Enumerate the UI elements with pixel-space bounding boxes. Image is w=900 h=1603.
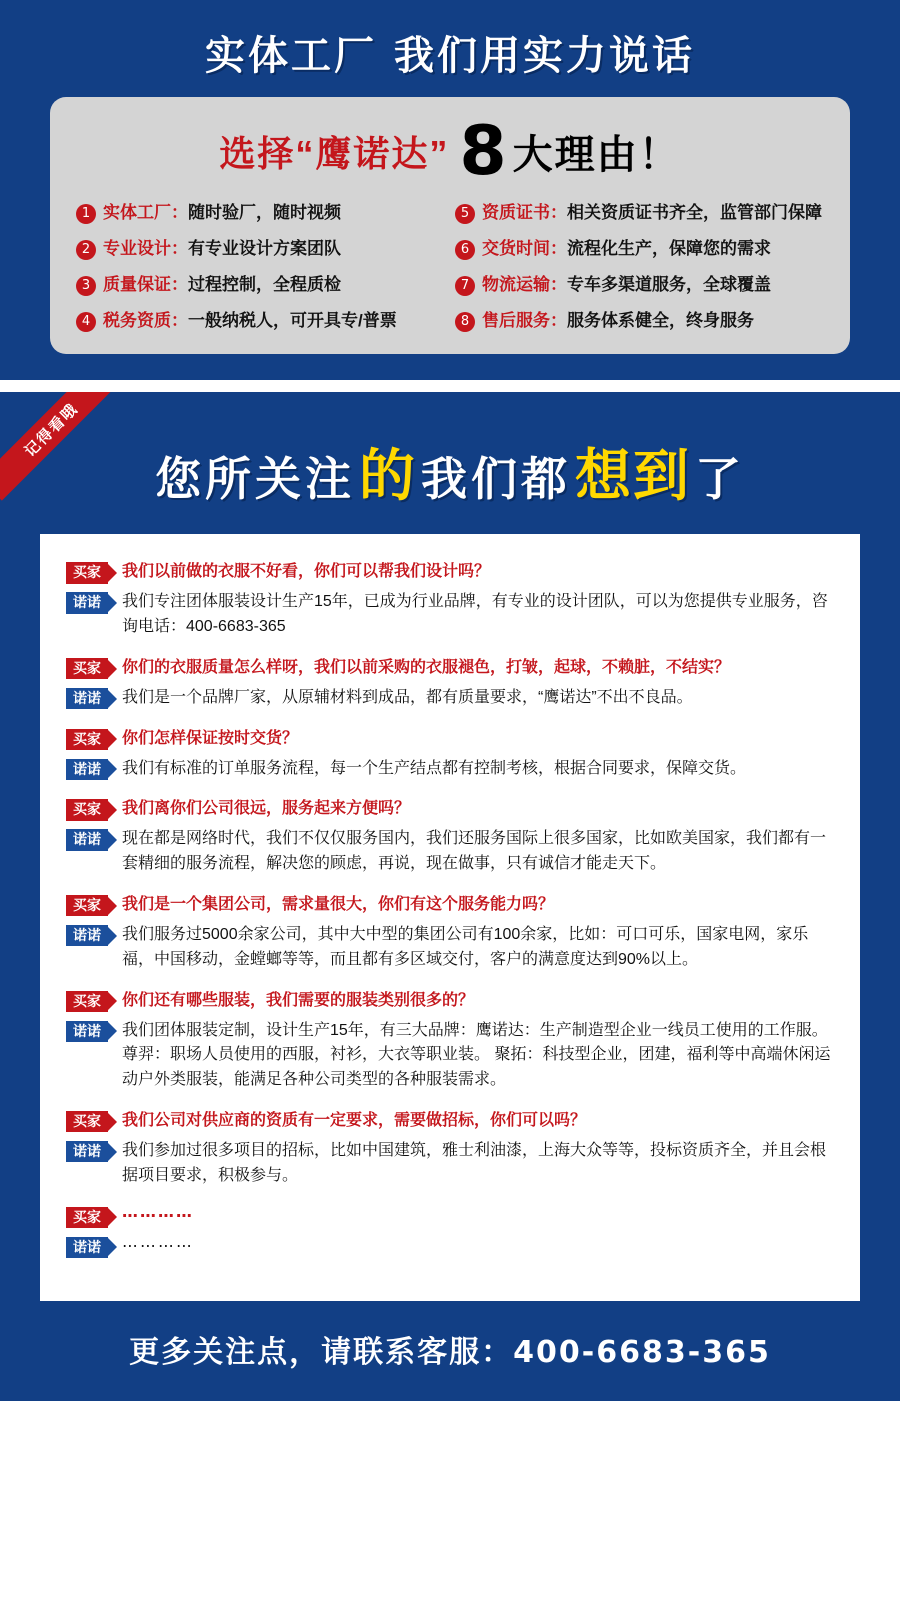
reason-value: 随时验厂，随时视频 <box>188 203 341 223</box>
question-text: 我们是一个集团公司，需求量很大，你们有这个服务能力吗？ <box>122 895 555 913</box>
buyer-tag: 买家 <box>66 658 108 680</box>
headline-number: 8 <box>459 112 507 191</box>
buyer-tag: 买家 <box>66 1111 108 1133</box>
reason-key: 售后服务： <box>482 311 567 331</box>
buyer-tag: 买家 <box>66 1207 108 1229</box>
reason-value: 有专业设计方案团队 <box>188 239 341 259</box>
reply-tag: 诺诺 <box>66 1021 108 1043</box>
answer-text: 我们服务过5000余家公司，其中大中型的集团公司有100余家，比如：可口可乐，国家电网，家乐福，中国移动，金螳螂等等，而且都有多区域交付，客户的满意度达到90%以上。 <box>122 925 809 968</box>
answer-line <box>66 757 834 782</box>
reply-tag: 诺诺 <box>66 688 108 710</box>
answer-text: 我们专注团体服装设计生产15年，已成为行业品牌，有专业的设计团队，可以为您提供专业服务，咨询电话：400-6683-365 <box>122 593 828 635</box>
reason-key: 交货时间： <box>482 239 567 259</box>
qa-block <box>66 727 834 782</box>
answer-line <box>66 827 834 877</box>
corner-ribbon: 记得看哦 <box>0 392 122 501</box>
reason-item <box>455 238 824 260</box>
answer-line <box>66 1019 834 1093</box>
reason-value: 一般纳税人，可开具专/普票 <box>188 311 397 331</box>
reason-item <box>76 202 445 224</box>
answer-line <box>66 923 834 973</box>
banner-title: 实体工厂 我们用实力说话 <box>205 33 695 79</box>
reason-number-badge: 4 <box>76 312 96 332</box>
question-line <box>66 656 834 680</box>
buyer-tag: 买家 <box>66 562 108 584</box>
reason-key: 专业设计： <box>103 239 188 259</box>
answer-text: 我们是一个品牌厂家，从原辅材料到成品，都有质量要求，“鹰诺达”不出不良品。 <box>122 688 693 706</box>
question-line <box>66 989 834 1013</box>
reason-value: 专车多渠道服务，全球覆盖 <box>567 275 771 295</box>
qa-block <box>66 893 834 973</box>
reason-value: 服务体系健全，终身服务 <box>567 311 754 331</box>
reasons-headline <box>70 113 830 196</box>
faq-title-part3: 我们都 <box>421 452 571 507</box>
qa-block <box>66 560 834 640</box>
question-text: 你们怎样保证按时交货？ <box>122 729 299 747</box>
question-text: ⋯⋯⋯⋯ <box>122 1207 194 1225</box>
answer-text: 现在都是网络时代，我们不仅仅服务国内，我们还服务国际上很多国家，比如欧美国家，我们都有一套精细的服务流程，解决您的顾虑，再说，现在做事，只有诚信才能走天下。 <box>122 830 827 873</box>
reason-value: 相关资质证书齐全，监管部门保障 <box>567 203 822 223</box>
footer-contact: 更多关注点，请联系客服：400-6683-365 <box>0 1301 900 1401</box>
question-line <box>66 797 834 821</box>
section-divider <box>0 380 900 392</box>
reason-item <box>76 274 445 296</box>
qa-block <box>66 1109 834 1189</box>
answer-line <box>66 686 834 711</box>
reason-number-badge: 3 <box>76 276 96 296</box>
reason-value: 流程化生产，保障您的需求 <box>567 239 771 259</box>
reply-tag: 诺诺 <box>66 1141 108 1163</box>
answer-line <box>66 1139 834 1189</box>
question-text: 你们的衣服质量怎么样呀，我们以前采购的衣服褪色，打皱，起球，不赖脏，不结实？ <box>122 658 731 676</box>
reply-tag: 诺诺 <box>66 925 108 947</box>
faq-title-part5: 了 <box>695 452 745 507</box>
reason-item <box>76 310 445 332</box>
reason-item <box>76 238 445 260</box>
reason-item <box>455 310 824 332</box>
question-line <box>66 1109 834 1133</box>
qa-block <box>66 656 834 711</box>
faq-title-part4: 想到 <box>575 444 691 510</box>
reason-number-badge: 6 <box>455 240 475 260</box>
reason-key: 实体工厂： <box>103 203 188 223</box>
buyer-tag: 买家 <box>66 799 108 821</box>
answer-line <box>66 1235 834 1260</box>
answer-text: 我们有标准的订单服务流程，每一个生产结点都有控制考核，根据合同要求，保障交货。 <box>122 759 747 777</box>
question-text: 你们还有哪些服装，我们需要的服装类别很多的？ <box>122 991 475 1009</box>
question-line <box>66 727 834 751</box>
reply-tag: 诺诺 <box>66 1237 108 1259</box>
buyer-tag: 买家 <box>66 991 108 1013</box>
headline-black-text: 大理由！ <box>512 133 681 178</box>
faq-title <box>0 406 900 534</box>
faq-title-part1: 您所关注 <box>155 452 355 507</box>
buyer-tag: 买家 <box>66 729 108 751</box>
faq-title-part2: 的 <box>359 444 417 510</box>
reason-number-badge: 1 <box>76 204 96 224</box>
reply-tag: 诺诺 <box>66 829 108 851</box>
reason-key: 质量保证： <box>103 275 188 295</box>
reason-number-badge: 8 <box>455 312 475 332</box>
reason-value: 过程控制，全程质检 <box>188 275 341 295</box>
reasons-grid <box>70 196 830 332</box>
reason-number-badge: 2 <box>76 240 96 260</box>
reason-key: 税务资质： <box>103 311 188 331</box>
faq-card <box>40 534 860 1301</box>
reason-item <box>455 274 824 296</box>
buyer-tag: 买家 <box>66 895 108 917</box>
answer-text: 我们团体服装定制，设计生产15年，有三大品牌：鹰诺达：生产制造型企业一线员工使用的工作服。尊羿：职场人员使用的西服，衬衫，大衣等职业装。 聚拓：科技型企业，团建，福利等中高端休闲运动户外类服装，能满足各种公司类型的各种服装需求。 <box>122 1021 831 1089</box>
reasons-card <box>50 97 850 354</box>
question-line <box>66 893 834 917</box>
reason-key: 物流运输： <box>482 275 567 295</box>
reason-item <box>455 202 824 224</box>
qa-block <box>66 1205 834 1260</box>
question-line <box>66 560 834 584</box>
answer-line <box>66 590 834 640</box>
reasons-section <box>0 0 900 380</box>
headline-red-text: 选择“鹰诺达” <box>219 133 450 175</box>
question-text: 我们公司对供应商的资质有一定要求，需要做招标，你们可以吗？ <box>122 1111 587 1129</box>
question-text: 我们以前做的衣服不好看，你们可以帮我们设计吗？ <box>122 563 491 581</box>
reason-number-badge: 7 <box>455 276 475 296</box>
qa-block <box>66 797 834 877</box>
question-line <box>66 1205 834 1229</box>
answer-text: 我们参加过很多项目的招标，比如中国建筑，雅士利油漆，上海大众等等，投标资质齐全，并且会根据项目要求，积极参与。 <box>122 1141 827 1184</box>
reply-tag: 诺诺 <box>66 592 108 614</box>
faq-section <box>0 392 900 1401</box>
answer-text: ⋯⋯⋯⋯ <box>122 1237 194 1255</box>
reason-key: 资质证书： <box>482 203 567 223</box>
reason-number-badge: 5 <box>455 204 475 224</box>
question-text: 我们离你们公司很远，服务起来方便吗？ <box>122 800 411 818</box>
qa-block <box>66 989 834 1093</box>
reply-tag: 诺诺 <box>66 759 108 781</box>
